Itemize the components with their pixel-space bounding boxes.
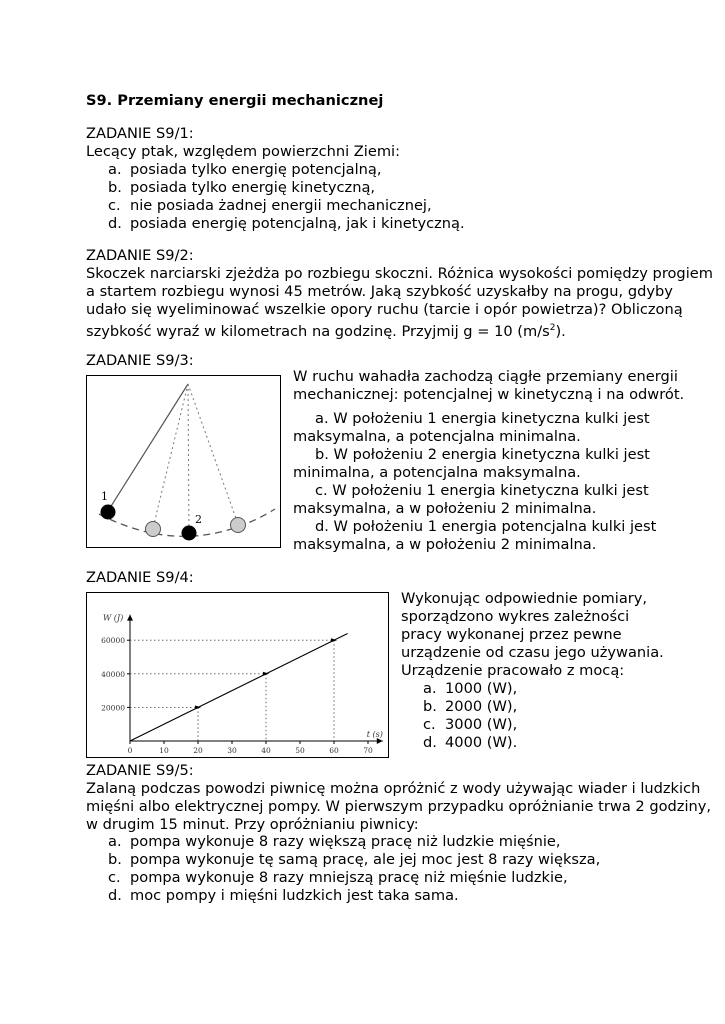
task3-option-b: b. W położeniu 2 energia kinetyczna kulki jest	[315, 446, 650, 463]
pendulum-figure	[86, 375, 281, 548]
task3-option-c-cont: maksymalna, a w położeniu 2 minimalna.	[293, 500, 597, 517]
task1-option-c: c. nie posiada żadnej energii mechanicznej,	[108, 197, 432, 214]
task2-header: ZADANIE S9/2:	[86, 247, 194, 264]
task5-line: w drugim 15 minut. Przy opróżnianiu piwnicy:	[86, 816, 419, 833]
task5-line: mięśni albo elektrycznej pompy. W pierwszym przypadku opróżnianie trwa 2 godziny,	[86, 798, 712, 815]
task3-option-d-cont: maksymalna, a w położeniu 2 minimalna.	[293, 536, 597, 553]
task2-line: udało się wyeliminować wszelkie opory ruchu (tarcie i opór powietrza)? Obliczoną	[86, 301, 683, 318]
pendulum-string-dotted	[153, 384, 188, 528]
task1-header: ZADANIE S9/1:	[86, 125, 194, 142]
y-tick-label: 60000	[101, 636, 125, 646]
y-tick-label: 20000	[101, 703, 125, 713]
x-tick-label: 0	[127, 746, 133, 755]
task4-text: pracy wykonanej przez pewne	[401, 626, 622, 643]
task4-text: Wykonując odpowiednie pomiary,	[401, 590, 648, 607]
page-title: S9. Przemiany energii mechanicznej	[86, 92, 384, 109]
task4-text: urządzenie od czasu jego używania.	[401, 644, 664, 661]
task3-option-d: d. W położeniu 1 energia potencjalna kulki jest	[315, 518, 657, 535]
task4-option-c: c. 3000 (W),	[423, 716, 518, 733]
x-tick-label: 70	[363, 746, 373, 755]
pendulum-ball	[231, 518, 246, 533]
pendulum-string-dotted	[188, 384, 238, 524]
task3-option-c: c. W położeniu 1 energia kinetyczna kulki jest	[315, 482, 649, 499]
y-tick-label: 40000	[101, 669, 125, 679]
pendulum-string-dotted	[188, 384, 189, 532]
task3-option-b-cont: minimalna, a potencjalna maksymalna.	[293, 464, 581, 481]
task3-header: ZADANIE S9/3:	[86, 352, 194, 369]
y-axis-label: W (J)	[103, 613, 124, 623]
pendulum-label-2: 2	[195, 513, 202, 526]
task5-option-a: a. pompa wykonuje 8 razy większą pracę niż ludzkie mięśnie,	[108, 833, 561, 850]
task4-option-d: d. 4000 (W).	[423, 734, 518, 751]
pendulum-ball-2	[182, 526, 197, 541]
task3-option-a: a. W położeniu 1 energia kinetyczna kulki jest	[315, 410, 650, 427]
task4-header: ZADANIE S9/4:	[86, 569, 194, 586]
task3-intro: W ruchu wahadła zachodzą ciągłe przemiany energii	[293, 368, 678, 385]
task5-header: ZADANIE S9/5:	[86, 762, 194, 779]
task4-text: Urządzenie pracowało z mocą:	[401, 662, 625, 679]
pendulum-ball-1	[101, 505, 116, 520]
task5-line: Zalaną podczas powodzi piwnicę można opróżnić z wody używając wiader i ludzkich	[86, 780, 701, 797]
x-tick-label: 30	[227, 746, 237, 755]
task1-option-a: a. posiada tylko energię potencjalną,	[108, 161, 382, 178]
task2-line: a startem rozbiegu wynosi 45 metrów. Jaką szybkość uzyskałby na progu, gdyby	[86, 283, 673, 300]
pendulum-ball	[146, 522, 161, 537]
task1-option-d: d. posiada energię potencjalną, jak i kinetyczną.	[108, 215, 465, 232]
chart-svg	[87, 593, 388, 757]
y-axis-arrow	[127, 615, 133, 621]
task1-option-b: b. posiada tylko energię kinetyczną,	[108, 179, 376, 196]
x-tick-label: 20	[193, 746, 203, 755]
x-tick-label: 40	[261, 746, 271, 755]
task5-option-d: d. moc pompy i mięśni ludzkich jest taka sama.	[108, 887, 459, 904]
task5-option-c: c. pompa wykonuje 8 razy mniejszą pracę niż mięśnie ludzkie,	[108, 869, 568, 886]
x-tick-label: 60	[329, 746, 339, 755]
task4-text: sporządzono wykres zależności	[401, 608, 630, 625]
x-tick-label: 50	[295, 746, 305, 755]
task3-intro: mechanicznej: potencjalnej w kinetyczną i na odwrót.	[293, 386, 685, 403]
pendulum-label-1: 1	[101, 490, 108, 503]
task2-line: szybkość wyraź w kilometrach na godzinę. Przyjmij g = 10 $(m/s^2)$.	[86, 322, 566, 340]
pendulum-string-1	[108, 384, 188, 511]
task4-option-b: b. 2000 (W),	[423, 698, 518, 715]
series-line	[130, 633, 348, 741]
x-tick-label: 10	[159, 746, 169, 755]
work-time-chart	[86, 592, 389, 758]
x-axis-label: t (s)	[366, 730, 383, 739]
task4-option-a: a. 1000 (W),	[423, 680, 518, 697]
task2-line: Skoczek narciarski zjeżdża po rozbiegu skoczni. Różnica wysokości pomiędzy progiem	[86, 265, 713, 282]
task1-question: Lecący ptak, względem powierzchni Ziemi:	[86, 143, 401, 160]
task5-option-b: b. pompa wykonuje tę samą pracę, ale jej moc jest 8 razy większa,	[108, 851, 601, 868]
task3-option-a-cont: maksymalna, a potencjalna minimalna.	[293, 428, 581, 445]
